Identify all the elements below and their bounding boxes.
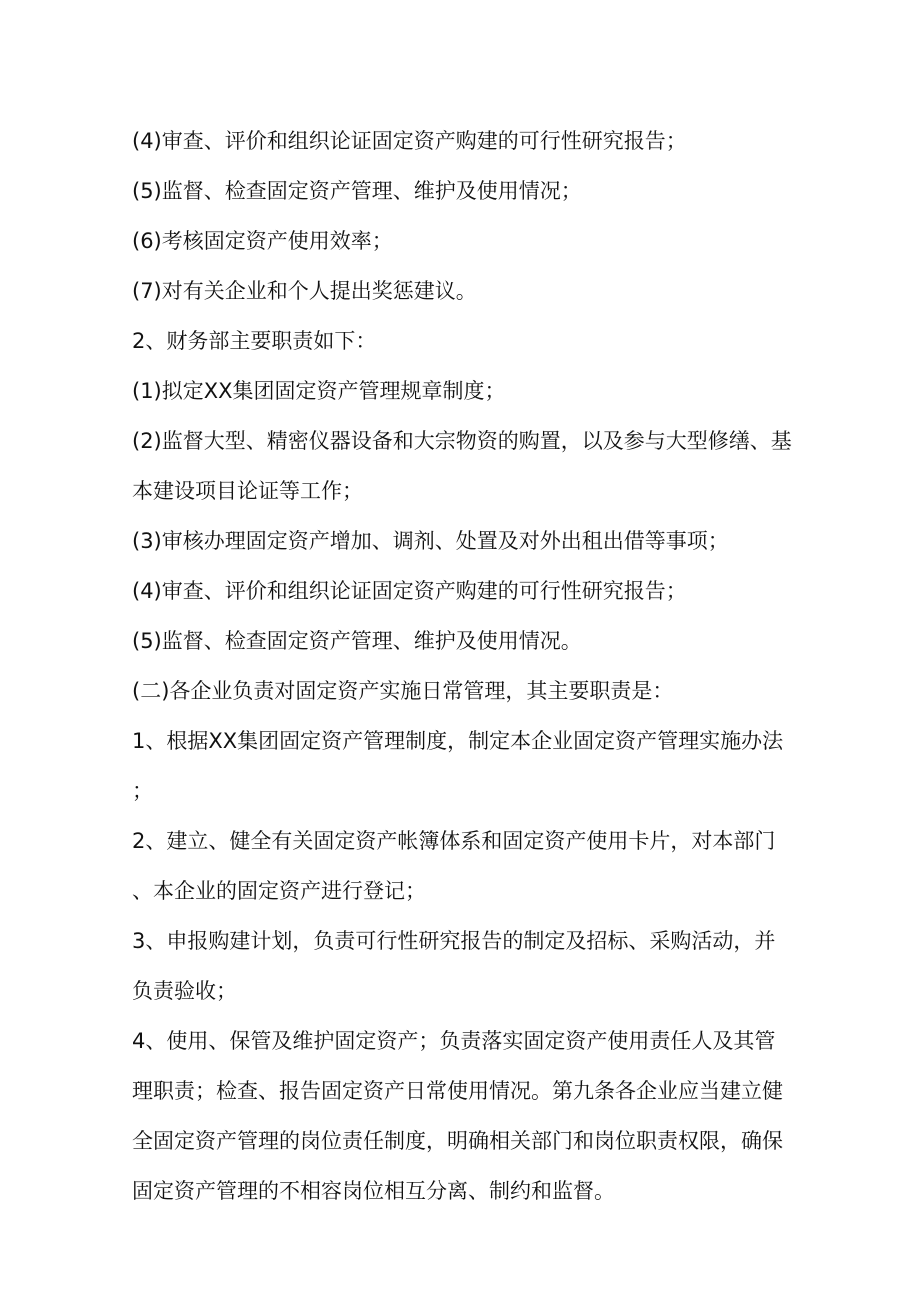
paragraph-finance-2: (2)监督大型、精密仪器设备和大宗物资的购置，以及参与大型修缮、基本建设项目论证等工作； <box>132 429 792 503</box>
paragraph-duty-5-supervise: (5)监督、检查固定资产管理、维护及使用情况； <box>132 179 582 203</box>
paragraph-enterprise-1: 1、根据XX集团固定资产管理制度，制定本企业固定资产管理实施办法； <box>132 729 784 803</box>
paragraph-duty-7-reward: (7)对有关企业和个人提出奖惩建议。 <box>132 279 477 303</box>
paragraph-finance-4: (4)审查、评价和组织论证固定资产购建的可行性研究报告； <box>132 579 687 603</box>
document-body <box>132 116 796 1216</box>
paragraph-finance-1: (1)拟定XX集团固定资产管理规章制度； <box>132 379 506 403</box>
paragraph-duty-4-review: (4)审查、评价和组织论证固定资产购建的可行性研究报告； <box>132 129 687 153</box>
paragraph-enterprise-heading: (二)各企业负责对固定资产实施日常管理，其主要职责是： <box>132 679 674 703</box>
paragraph-duty-6-assess: (6)考核固定资产使用效率； <box>132 229 393 253</box>
paragraph-enterprise-4: 4、使用、保管及维护固定资产；负责落实固定资产使用责任人及其管理职责；检查、报告固定资产日常使用情况。第九条各企业应当建立健全固定资产管理的岗位责任制度，明确相关部门和岗位职责权限，确保固定资产管理的不相容岗位相互分离、制约和监督。 <box>132 1029 783 1203</box>
paragraph-enterprise-2: 2、建立、健全有关固定资产帐簿体系和固定资产使用卡片，对本部门、本企业的固定资产进行登记； <box>132 829 776 903</box>
paragraph-enterprise-3: 3、申报购建计划，负责可行性研究报告的制定及招标、采购活动，并负责验收； <box>132 929 776 1003</box>
paragraph-finance-heading: 2、财务部主要职责如下： <box>132 329 377 353</box>
paragraph-finance-3: (3)审核办理固定资产增加、调剂、处置及对外出租出借等事项； <box>132 529 729 553</box>
paragraph-finance-5: (5)监督、检查固定资产管理、维护及使用情况。 <box>132 629 582 653</box>
